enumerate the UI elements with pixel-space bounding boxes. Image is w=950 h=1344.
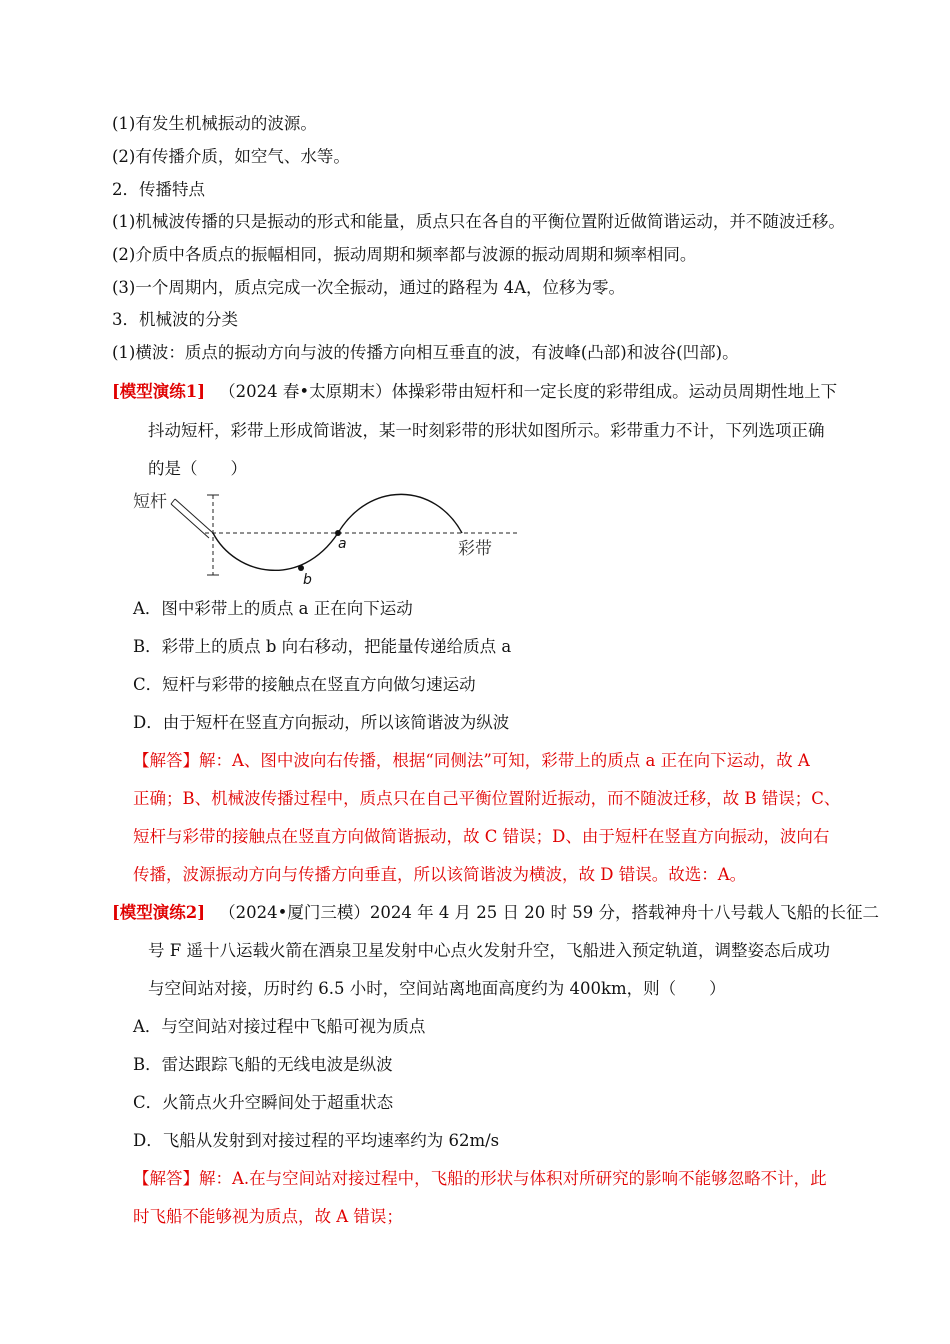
q1-stem-text: （2024 春•太原期末）体操彩带由短杆和一定长度的彩带组成。运动员周期性地上下 <box>219 382 838 401</box>
point-b <box>298 565 304 571</box>
q1-answer-line4: 传播，波源振动方向与传播方向垂直，所以该简谐波为横波，故 D 错误。故选：A。 <box>133 865 747 884</box>
q1-answer-text: 解：A、图中波向右传播，根据“同侧法”可知，彩带上的质点 a 正在向下运动，故 A <box>199 751 810 770</box>
heading-propagation: 2．传播特点 <box>112 180 205 199</box>
ribbon-label: 彩带 <box>458 539 492 559</box>
q1-stem-line2: 抖动短杆，彩带上形成简谐波，某一时刻彩带的形状如图所示。彩带重力不计，下列选项正确 <box>148 421 825 440</box>
q2-option-b: B．雷达跟踪飞船的无线电波是纵波 <box>133 1055 393 1074</box>
q1-option-d: D．由于短杆在竖直方向振动，所以该简谐波为纵波 <box>133 713 510 732</box>
q2-option-d: D．飞船从发射到对接过程的平均速率约为 62m/s <box>133 1131 500 1150</box>
q2-stem-line1 <box>112 902 879 924</box>
q1-option-b: B．彩带上的质点 b 向右移动，把能量传递给质点 a <box>133 637 512 656</box>
short-rod <box>171 499 213 538</box>
propagation-point-3: (3)一个周期内，质点完成一次全振动，通过的路程为 4A，位移为零。 <box>112 278 626 297</box>
q2-answer-text: 解：A.在与空间站对接过程中，飞船的形状与体积对所研究的影响不能够忽略不计，此 <box>199 1169 827 1188</box>
q2-tag: [模型演练2] <box>112 903 206 922</box>
heading-classification: 3．机械波的分类 <box>112 310 238 329</box>
q1-answer-line3: 短杆与彩带的接触点在竖直方向做简谐振动，故 C 错误；D、由于短杆在竖直方向振动，波向右 <box>133 827 830 846</box>
q1-stem-line3: 的是（ ） <box>148 459 247 478</box>
condition-2: (2)有传播介质，如空气、水等。 <box>112 147 350 166</box>
q1-option-c: C．短杆与彩带的接触点在竖直方向做匀速运动 <box>133 675 476 694</box>
q1-answer-line1 <box>133 750 810 772</box>
wave-figure <box>125 485 535 590</box>
q2-option-c: C．火箭点火升空瞬间处于超重状态 <box>133 1093 394 1112</box>
point-b-label: b <box>303 572 312 588</box>
q2-stem-line2: 号 F 遥十八运载火箭在酒泉卫星发射中心点火发射升空，飞船进入预定轨道，调整姿态后成功 <box>148 941 830 960</box>
condition-1: (1)有发生机械振动的波源。 <box>112 114 317 133</box>
q1-option-a: A．图中彩带上的质点 a 正在向下运动 <box>133 599 413 618</box>
transverse-wave-def: (1)横波：质点的振动方向与波的传播方向相互垂直的波，有波峰(凸部)和波谷(凹部)。 <box>112 343 739 362</box>
q1-stem-line1 <box>112 381 837 403</box>
q1-answer-line2: 正确；B、机械波传播过程中，质点只在自己平衡位置附近振动，而不随波迁移，故 B 错误；C、 <box>133 789 841 808</box>
q2-stem-line3: 与空间站对接，历时约 6.5 小时，空间站离地面高度约为 400km，则（ ） <box>148 979 726 998</box>
q2-stem-text: （2024•厦门三模）2024 年 4 月 25 日 20 时 59 分，搭载神舟十八号载人飞船的长征二 <box>219 903 880 922</box>
q1-tag: [模型演练1] <box>112 382 206 401</box>
propagation-point-2: (2)介质中各质点的振幅相同，振动周期和频率都与波源的振动周期和频率相同。 <box>112 245 697 264</box>
q2-answer-line1 <box>133 1168 827 1190</box>
propagation-point-1: (1)机械波传播的只是振动的形式和能量，质点只在各自的平衡位置附近做简谐运动，并不随波迁移。 <box>112 212 845 231</box>
point-a-label: a <box>338 536 347 552</box>
rod-label: 短杆 <box>133 492 167 512</box>
q2-answer-line2: 时飞船不能够视为质点，故 A 错误； <box>133 1207 403 1226</box>
q1-answer-tag: 【解答】 <box>133 751 199 770</box>
q2-option-a: A．与空间站对接过程中飞船可视为质点 <box>133 1017 426 1036</box>
q2-answer-tag: 【解答】 <box>133 1169 199 1188</box>
